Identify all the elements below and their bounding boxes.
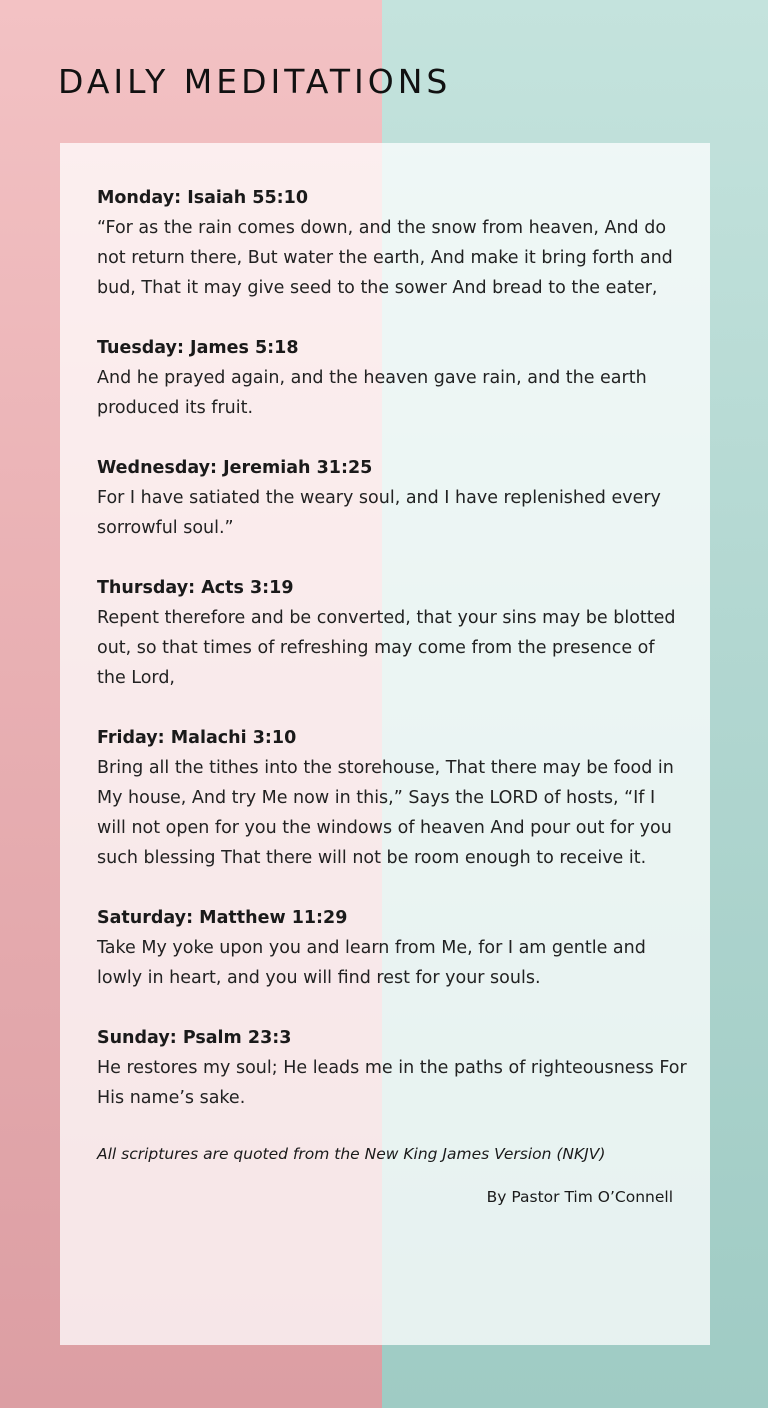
entry-heading: Monday: Isaiah 55:10 [97,188,308,208]
entry-wednesday [97,453,688,543]
entry-text: And he prayed again, and the heaven gave rain, and the earth produced its fruit. [97,368,647,418]
entry-text: He restores my soul; He leads me in the paths of righteousness For His name’s sake. [97,1058,687,1108]
entry-heading: Saturday: Matthew 11:29 [97,908,348,928]
page-title: DAILY MEDITATIONS [58,62,452,101]
scripture-version-note: All scriptures are quoted from the New King James Version (NKJV) [97,1145,606,1163]
entry-monday [97,183,688,303]
entry-heading: Friday: Malachi 3:10 [97,728,297,748]
entry-saturday [97,903,688,993]
entry-text: For I have satiated the weary soul, and I have replenished every sorrowful soul.” [97,488,661,538]
entry-heading: Wednesday: Jeremiah 31:25 [97,458,373,478]
entry-heading: Sunday: Psalm 23:3 [97,1028,292,1048]
entry-text: Repent therefore and be converted, that your sins may be blotted out, so that times of refreshing may come from the presence of the Lord, [97,608,676,688]
author-credit: By Pastor Tim O’Connell [486,1188,673,1206]
entry-text: Bring all the tithes into the storehouse, That there may be food in My house, And try Me now in this,” Says the LORD of hosts, “If I will not open for you the windows of heaven And pour out for you such blessing That there will not be room enough to receive it. [97,758,674,868]
entry-text: Take My yoke upon you and learn from Me, for I am gentle and lowly in heart, and you will find rest for your souls. [97,938,646,988]
entry-heading: Tuesday: James 5:18 [97,338,299,358]
entry-text: “For as the rain comes down, and the snow from heaven, And do not return there, But water the earth, And make it bring forth and bud, That it may give seed to the sower And bread to the eater, [97,218,673,298]
entry-tuesday [97,333,688,423]
entry-friday [97,723,688,873]
entry-heading: Thursday: Acts 3:19 [97,578,294,598]
entry-sunday [97,1023,688,1113]
entry-thursday [97,573,688,693]
meditations-card [60,143,710,1345]
